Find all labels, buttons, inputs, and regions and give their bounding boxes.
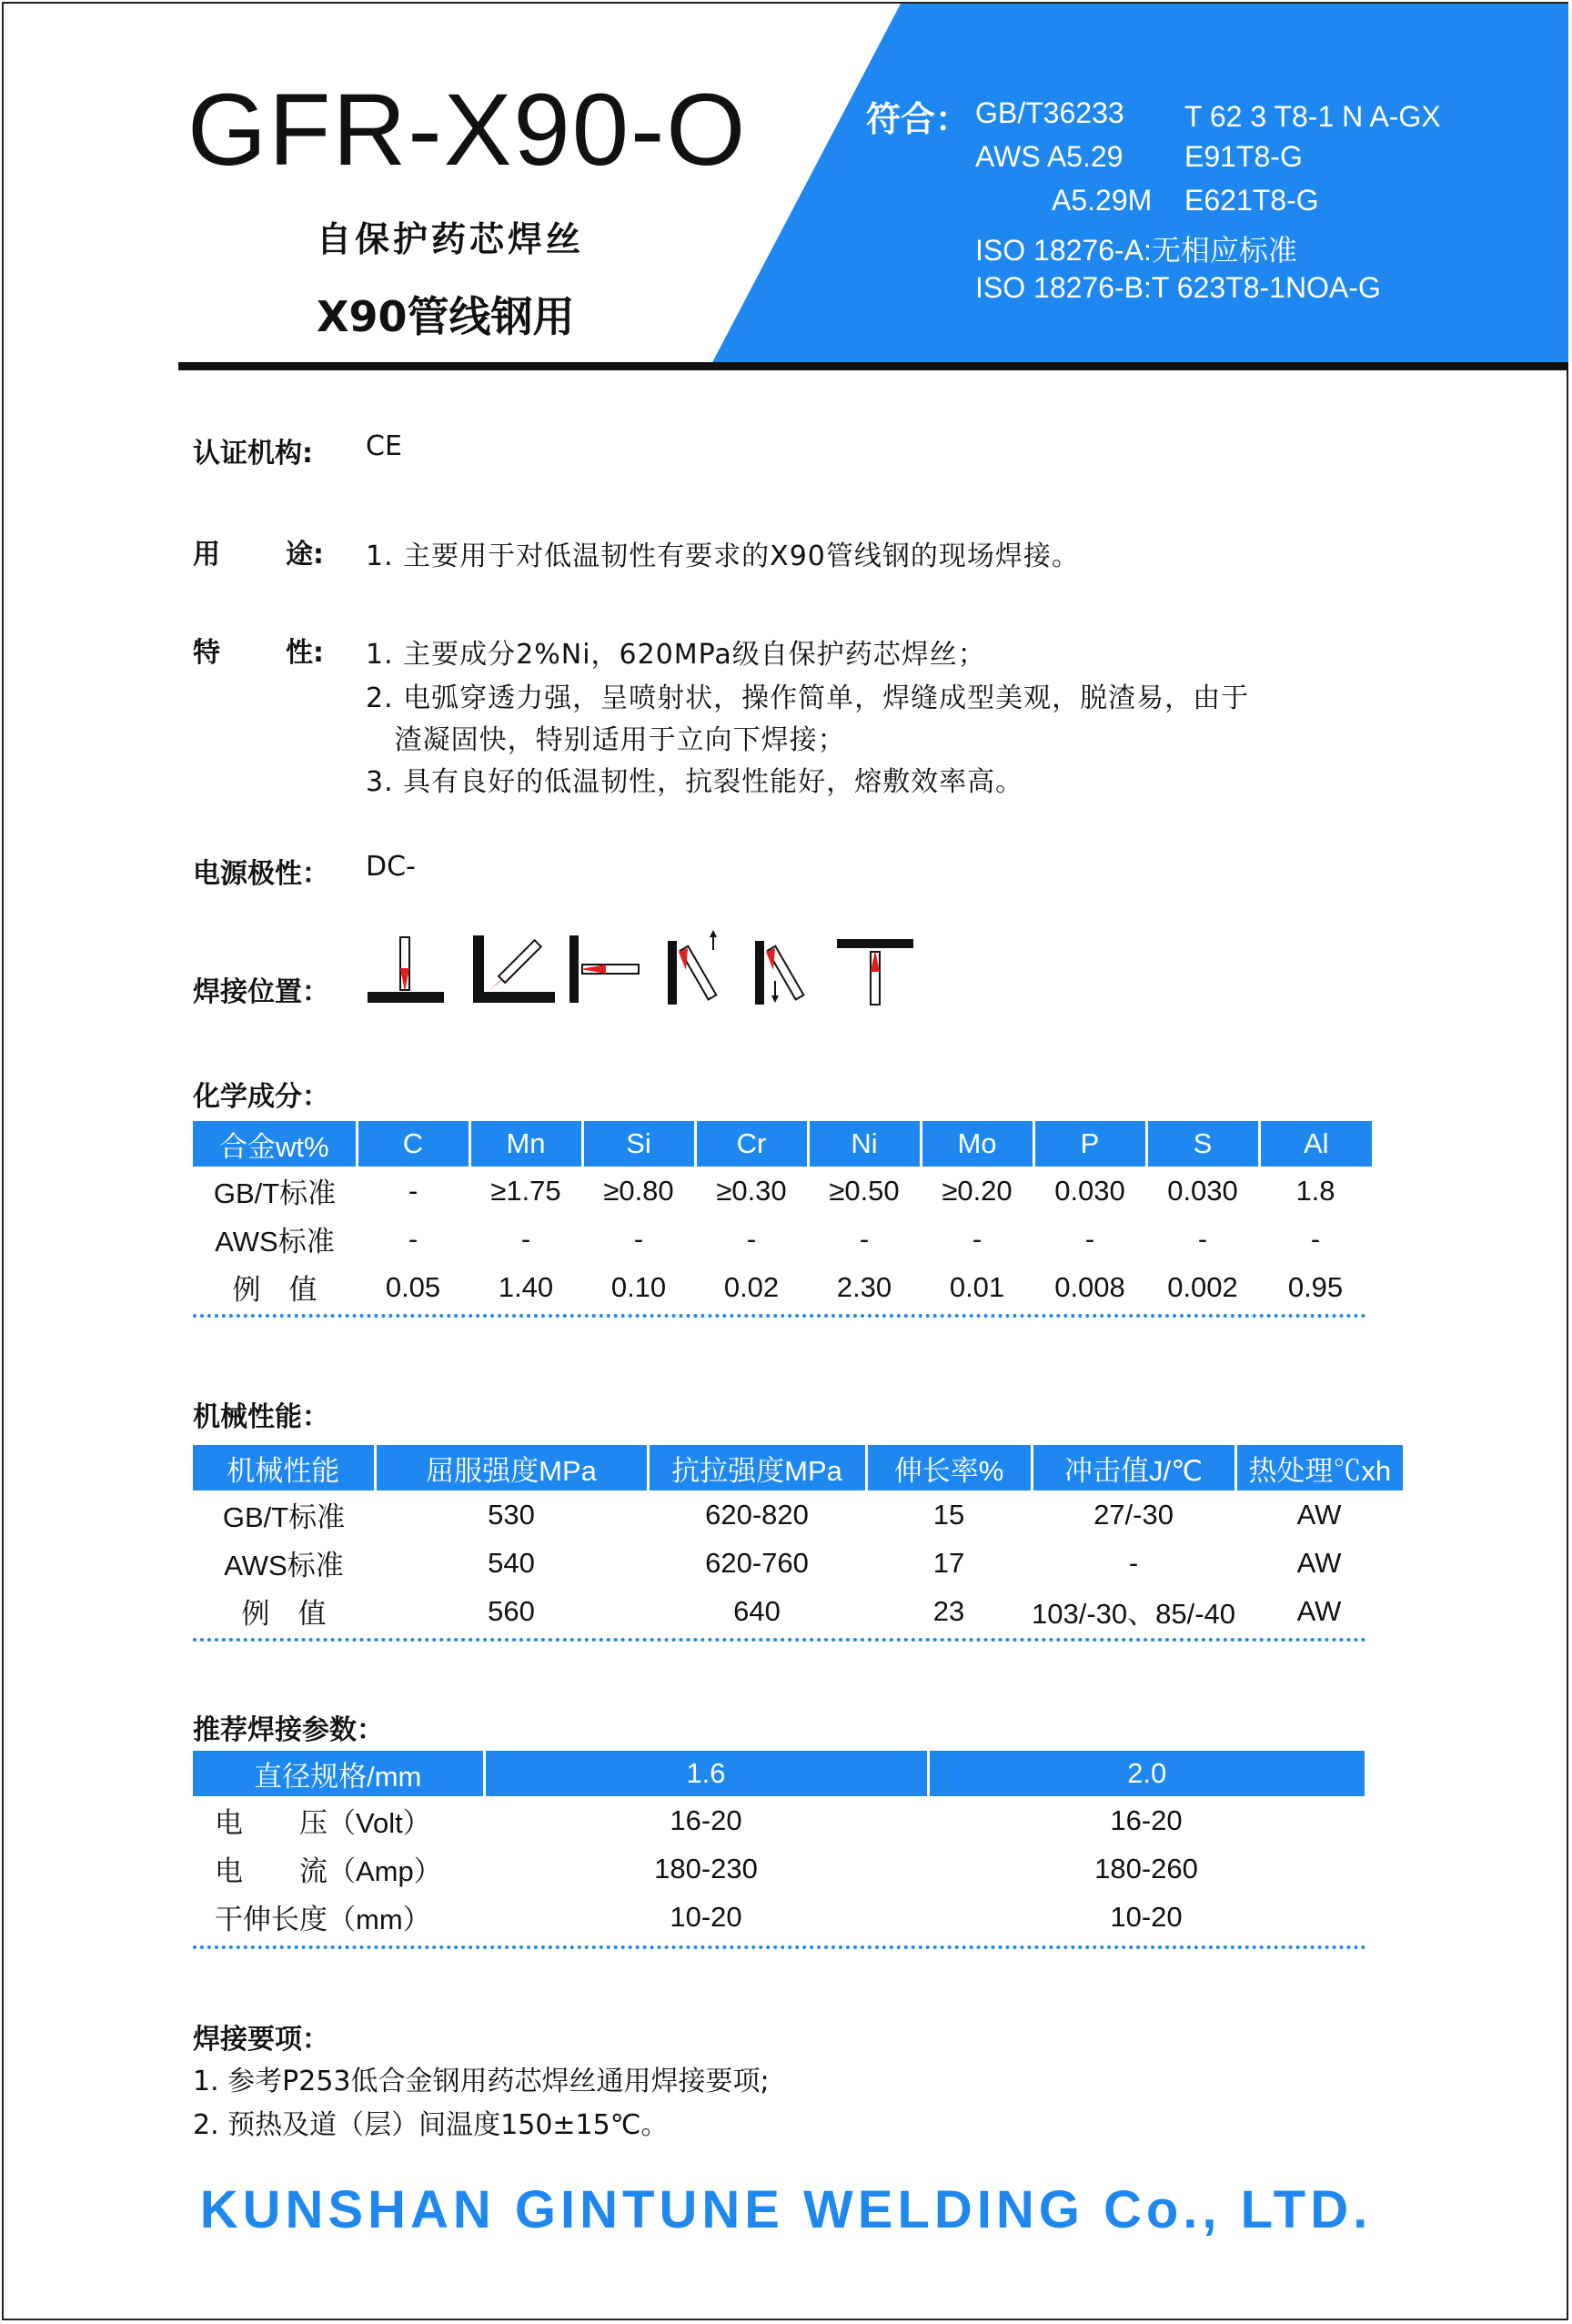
standard-code: GB/T36233 [975,96,1124,129]
table-cell: 1.8 [1295,1174,1335,1207]
column-header: 抗拉强度MPa [648,1445,866,1490]
table-row [193,1893,1365,1941]
table-cell: 180-230 [654,1852,758,1884]
table-cell: 电 压（Volt） [215,1807,431,1839]
table-cell: 0.10 [610,1270,667,1303]
table-cell: - [1084,1222,1095,1255]
column-header: Ni [808,1121,921,1167]
chemistry-table [193,1121,1372,1311]
polarity-value: DC- [366,851,416,883]
column-header: Al [1259,1121,1372,1167]
chemistry-title: 化学成分： [193,1081,329,1113]
polarity-label: 电源极性： [193,858,329,890]
product-model: GFR-X90-O [187,73,748,187]
overhead-position-icon [837,935,913,1008]
table-cell: 10-20 [670,1900,742,1933]
table-cell: 620-820 [705,1498,809,1531]
table-cell: 2.30 [836,1270,892,1303]
column-header: C [357,1121,469,1167]
usage-label: 用 [193,539,220,571]
header-rule [178,362,1568,370]
table-cell: 540 [488,1546,535,1579]
table-cell: GB/T标准 [213,1177,337,1209]
company-name: KUNSHAN GINTUNE WELDING Co., LTD. [199,2180,1373,2239]
table-cell: 560 [488,1594,535,1627]
usage-item: 1. 主要用于对低温韧性有要求的X90管线钢的现场焊接。 [366,541,1080,572]
feature-line: 3. 具有良好的低温韧性，抗裂性能好，熔敷效率高。 [366,766,1024,798]
vertical-down-icon [755,930,815,1005]
table-row [193,1796,1365,1844]
table-cell: - [408,1174,418,1207]
column-header: Si [582,1121,695,1167]
product-application: X90管线钢用 [317,292,575,341]
column-header: 热处理℃xh [1235,1445,1403,1490]
table-cell: 16-20 [670,1804,742,1836]
feature-line: 1. 主要成分2%Ni，620MPa级自保护药芯焊丝； [366,639,986,671]
table-cell: 16-20 [1110,1804,1183,1836]
table-cell: - [972,1222,982,1255]
table-cell: 180-260 [1094,1852,1198,1884]
table-cell: ≥0.80 [603,1174,674,1207]
standard-code: ISO 18276-A:无相应标准 [975,234,1297,267]
table-header-row [193,1445,1403,1490]
table-cell: 0.030 [1054,1174,1125,1207]
table-cell: 0.02 [723,1270,780,1303]
table-row [193,1539,1403,1587]
table-row [193,1263,1372,1311]
vertical-up-icon [668,930,728,1005]
standard-code: A5.29M [1052,184,1153,217]
table-cell: - [633,1222,644,1255]
note-line: 2. 预热及道（层）间温度150±15℃。 [193,2109,669,2141]
parameters-table [193,1751,1365,1941]
table-cell: 17 [932,1546,965,1579]
table-cell: 530 [488,1498,535,1531]
table-cell: - [746,1222,757,1255]
standard-code: ISO 18276-B:T 623T8-1NOA-G [975,271,1381,304]
table-header-row [193,1121,1372,1167]
feature-line: 渣凝固快，特别适用于立向下焊接； [366,724,846,756]
horizontal-fillet-icon [473,935,555,1005]
table-cell: 电 流（Amp） [215,1855,442,1887]
table-cell: 23 [932,1594,965,1627]
column-header: 直径规格/mm [193,1751,484,1796]
column-header: Mn [469,1121,582,1167]
table-cell: 27/-30 [1093,1498,1174,1531]
table-row [193,1844,1365,1893]
column-header: 机械性能 [193,1445,375,1490]
column-header: Cr [695,1121,808,1167]
table-cell: ≥0.20 [942,1174,1013,1207]
flat-position-icon [368,935,444,1005]
table-header-row [193,1751,1365,1796]
table-cell: AW [1296,1594,1342,1627]
table-row [193,1587,1403,1635]
positions-label: 焊接位置： [193,976,329,1008]
column-header: 1.6 [484,1751,928,1796]
table-cell: AW [1296,1546,1342,1579]
table-cell: 10-20 [1110,1900,1183,1933]
table-cell: AWS标准 [224,1550,344,1581]
column-header: 伸长率% [866,1445,1032,1490]
dotted-separator [193,1945,1366,1949]
usage-label: 途: [286,539,324,571]
table-cell: 640 [733,1594,781,1627]
table-cell: 0.05 [385,1270,441,1303]
column-header: S [1146,1121,1259,1167]
dotted-separator [193,1638,1366,1642]
standard-code: AWS A5.29 [975,140,1124,173]
table-cell: ≥0.50 [829,1174,900,1207]
features-label: 特 [193,637,220,669]
table-cell: 620-760 [705,1546,809,1579]
table-cell: 1.40 [498,1270,554,1303]
standard-class: E621T8-G [1184,184,1319,217]
table-row [193,1490,1403,1539]
standard-class: T 62 3 T8-1 N A-GX [1184,100,1441,133]
mechanical-table [193,1445,1403,1635]
table-row [193,1215,1372,1263]
table-cell: 0.01 [949,1270,1005,1303]
table-cell: 15 [932,1498,965,1531]
mechanical-title: 机械性能： [193,1401,329,1433]
certification-value: CE [366,430,402,462]
table-cell: 0.008 [1054,1270,1125,1303]
table-cell: 0.002 [1167,1270,1238,1303]
table-cell: 0.030 [1167,1174,1238,1207]
table-cell: - [1310,1222,1321,1255]
table-cell: - [859,1222,870,1255]
standard-class: E91T8-G [1184,140,1303,173]
dotted-separator [193,1314,1366,1318]
column-header: P [1033,1121,1146,1167]
table-cell: AW [1296,1498,1342,1531]
column-header: 屈服强度MPa [375,1445,648,1490]
table-row [193,1167,1372,1215]
feature-line: 2. 电弧穿透力强，呈喷射状，操作简单，焊缝成型美观，脱渣易，由于 [366,682,1250,714]
table-cell: 例 值 [241,1598,327,1630]
standards-label: 符合： [866,99,971,139]
column-header: 合金wt% [193,1121,357,1167]
table-cell: - [520,1222,531,1255]
product-type: 自保护药芯焊丝 [317,219,585,259]
table-cell: ≥0.30 [716,1174,787,1207]
table-cell: 0.95 [1287,1270,1344,1303]
column-header: 冲击值J/℃ [1032,1445,1235,1490]
table-cell: - [1128,1546,1139,1579]
table-cell: 例 值 [232,1274,317,1306]
table-cell: - [1197,1222,1208,1255]
column-header: Mo [921,1121,1033,1167]
table-cell: 干伸长度（mm） [215,1904,431,1935]
column-header: 2.0 [928,1751,1365,1796]
parameters-title: 推荐焊接参数： [193,1714,384,1746]
table-cell: ≥1.75 [490,1174,561,1207]
table-cell: GB/T标准 [222,1501,346,1533]
table-cell: AWS标准 [215,1226,335,1258]
horizontal-position-icon [569,935,642,1005]
note-line: 1. 参考P253低合金钢用药芯焊丝通用焊接要项; [193,2066,770,2097]
table-cell: 103/-30、85/-40 [1032,1598,1236,1630]
features-label: 性: [286,637,324,669]
certification-label: 认证机构: [193,438,313,470]
table-cell: - [408,1222,418,1255]
notes-title: 焊接要项： [193,2024,329,2056]
